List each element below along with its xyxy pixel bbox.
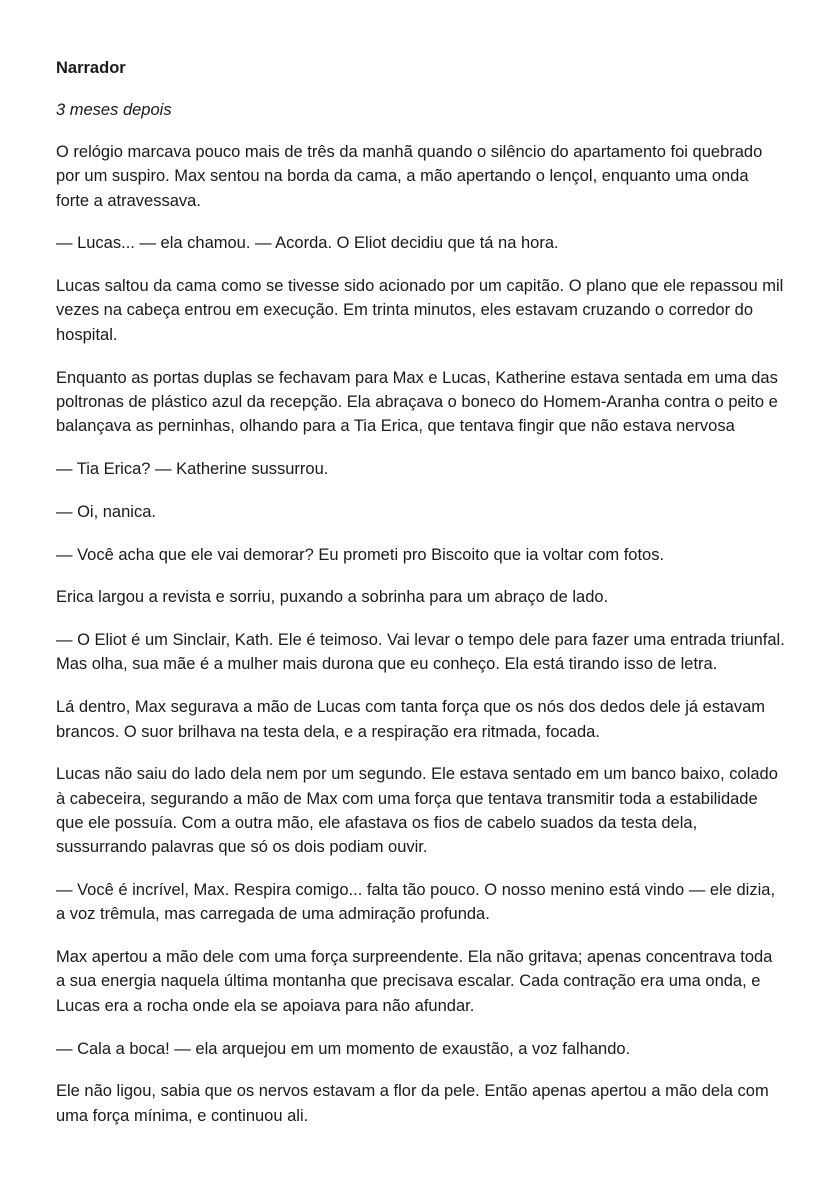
paragraph-5: — Tia Erica? — Katherine sussurrou. [56, 459, 329, 478]
chapter-heading: Narrador [56, 59, 126, 77]
paragraph-2: — Lucas... — ela chamou. — Acorda. O Eliot decidiu que tá na hora. [56, 234, 559, 253]
paragraph-10: Lá dentro, Max segurava a mão de Lucas com tanta força que os nós dos dedos dele já estavam brancos. O suor brilhava na testa dela, e a respiração era ritmada, focada. [56, 698, 766, 741]
paragraph-12: — Você é incrível, Max. Respira comigo... falta tão pouco. O nosso menino está vindo — ele dizia, a voz trêmula, mas carregada de uma admiração profunda. [56, 881, 776, 924]
paragraph-6: — Oi, nanica. [56, 502, 156, 521]
paragraph-4: Enquanto as portas duplas se fechavam para Max e Lucas, Katherine estava sentada em uma das poltronas de plástico azul da recepção. Ela abraçava o boneco do Homem-Aranha contra o peito e balançava as perninhas, olhando para a Tia Erica, que tentava fingir que não estava nervosa [56, 368, 778, 436]
document-page [56, 56, 786, 1146]
paragraph-13: Max apertou a mão dele com uma força surpreendente. Ela não gritava; apenas concentrava toda a sua energia naquela última montanha que precisava escalar. Cada contração era uma onda, e Lucas era a rocha onde ela se apoiava para não afundar. [56, 948, 773, 1015]
paragraph-14: — Cala a boca! — ela arquejou em um momento de exaustão, a voz falhando. [56, 1039, 631, 1058]
paragraph-11: Lucas não saiu do lado dela nem por um segundo. Ele estava sentado em um banco baixo, colado à cabeceira, segurando a mão de Max com uma força que tentava transmitir toda a estabilidade que ele possuía. Com a outra mão, ele afastava os fios de cabelo suados da testa dela, sussurrando palavras que só os dois podiam ouvir. [56, 765, 778, 857]
paragraph-7: — Você acha que ele vai demorar? Eu prometi pro Biscoito que ia voltar com fotos. [56, 545, 665, 564]
paragraph-15: Ele não ligou, sabia que os nervos estavam a flor da pele. Então apenas apertou a mão dela com uma força mínima, e continuou ali. [56, 1082, 769, 1125]
paragraph-1: O relógio marcava pouco mais de três da manhã quando o silêncio do apartamento foi quebrado por um suspiro. Max sentou na borda da cama, a mão apertando o lençol, enquanto uma onda forte a atravessava. [56, 143, 763, 210]
paragraph-3: Lucas saltou da cama como se tivesse sido acionado por um capitão. O plano que ele repassou mil vezes na cabeça entrou em execução. Em trinta minutos, eles estavam cruzando o corredor do hospital. [56, 277, 784, 344]
paragraph-9: — O Eliot é um Sinclair, Kath. Ele é teimoso. Vai levar o tempo dele para fazer uma entrada triunfal. Mas olha, sua mãe é a mulher mais durona que eu conheço. Ela está tirando isso de letra. [56, 631, 785, 674]
time-subheading: 3 meses depois [56, 101, 172, 119]
paragraph-8: Erica largou a revista e sorriu, puxando a sobrinha para um abraço de lado. [56, 588, 609, 607]
